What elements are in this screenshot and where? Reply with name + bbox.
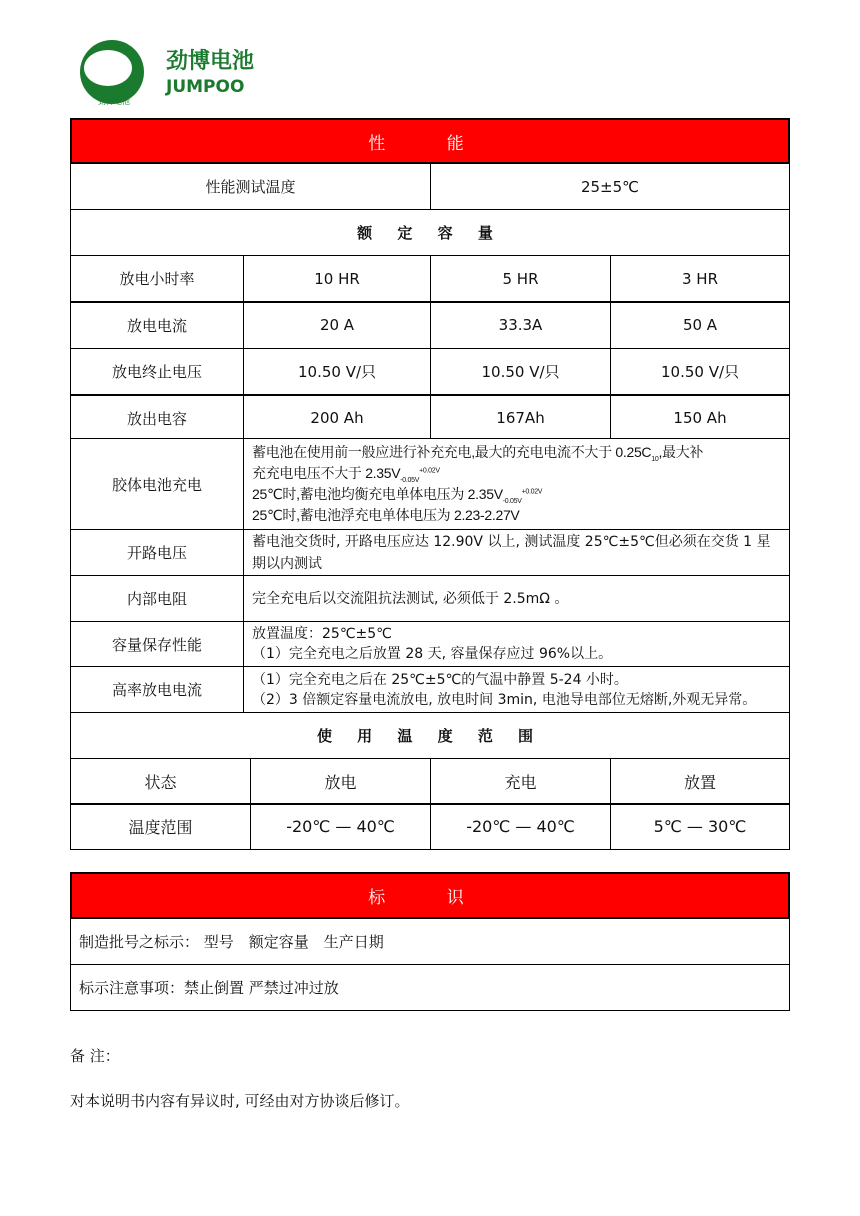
gel-line2-sup: +0.02V — [419, 467, 440, 475]
temp-range-cell: 温度范围 — [70, 804, 251, 850]
notes-label: 备 注： — [70, 1047, 120, 1065]
performance-header: 性 能 — [70, 118, 790, 164]
svg-text:劲博电池: 劲博电池 — [166, 49, 255, 74]
row-value: 33.3A — [430, 302, 611, 349]
gel-line4: 25℃时,蓄电池浮充电单体电压为 2.23-2.27V — [252, 507, 520, 523]
row-label: 放出电容 — [70, 395, 244, 442]
row-label: 放电终止电压 — [70, 348, 244, 395]
marking-line1: 制造批号之标示： 型号 额定容量 生产日期 — [70, 918, 790, 965]
rated-capacity-title: 额 定 容 量 — [70, 209, 790, 256]
temp-header-cell: 状态 — [70, 758, 251, 804]
gel-charge-label: 胶体电池充电 — [70, 438, 244, 530]
marking-line2: 标示注意事项：禁止倒置 严禁过冲过放 — [70, 964, 790, 1011]
temp-range-cell: 5℃ — 30℃ — [610, 804, 790, 850]
temp-range-title: 使 用 温 度 范 围 — [70, 712, 790, 759]
open-voltage-label: 开路电压 — [70, 529, 244, 576]
row-value: 10.50 V/只 — [243, 348, 431, 395]
gel-line1: 蓄电池在使用前一般应进行补充充电,最大的充电电流不大于 0.25C — [252, 444, 652, 460]
retention-line2: （1）完全充电之后放置 28 天, 容量保存应过 96%以上。 — [252, 646, 613, 662]
gel-line3-sub: -0.05V — [502, 497, 522, 505]
row-value: 3 HR — [610, 255, 790, 302]
company-logo — [78, 36, 278, 115]
temp-header-cell: 放电 — [250, 758, 431, 804]
row-value: 5 HR — [430, 255, 611, 302]
open-voltage-text: 蓄电池交货时, 开路电压应达 12.90V 以上, 测试温度 25℃±5℃但必须在交货 1 星期以内测试 — [243, 529, 790, 576]
capacity-retention-label: 容量保存性能 — [70, 621, 244, 667]
temp-header-cell: 充电 — [430, 758, 611, 804]
row-value: 10.50 V/只 — [430, 348, 611, 395]
gel-line3-sup: +0.02V — [521, 488, 543, 496]
temp-header-cell: 放置 — [610, 758, 790, 804]
high-rate-text — [243, 666, 790, 713]
gel-charge-text — [243, 438, 790, 530]
row-label: 放电电流 — [70, 302, 244, 349]
test-temp-label: 性能测试温度 — [70, 163, 431, 210]
gel-line1-end: ,最大补 — [658, 444, 704, 460]
row-label: 放电小时率 — [70, 255, 244, 302]
gel-line2: 充充电电压不大于 2.35V — [252, 465, 401, 481]
row-value: 150 Ah — [610, 395, 790, 442]
row-value: 200 Ah — [243, 395, 431, 442]
row-value: 10 HR — [243, 255, 431, 302]
notes-text: 对本说明书内容有异议时, 可经由对方协谈后修订。 — [70, 1092, 410, 1110]
gel-line1-sub: 10 — [651, 455, 659, 463]
row-value: 10.50 V/只 — [610, 348, 790, 395]
high-rate-line2: （2）3 倍额定容量电流放电, 放电时间 3min, 电池导电部位无熔断,外观无异常。 — [252, 691, 757, 708]
high-rate-line1: （1）完全充电之后在 25℃±5℃的气温中静置 5-24 小时。 — [252, 671, 628, 688]
svg-text:劲博电池: 劲博电池 — [98, 97, 130, 106]
internal-resistance-text: 完全充电后以交流阻抗法测试, 必须低于 2.5mΩ 。 — [243, 575, 790, 622]
high-rate-label: 高率放电电流 — [70, 666, 244, 713]
row-value: 50 A — [610, 302, 790, 349]
temp-range-cell: -20℃ — 40℃ — [430, 804, 611, 850]
row-value: 167Ah — [430, 395, 611, 442]
marking-header: 标 识 — [70, 872, 790, 919]
gel-line2-sub: -0.05V — [400, 476, 420, 484]
retention-line1: 放置温度：25℃±5℃ — [252, 626, 392, 642]
capacity-retention-text — [243, 621, 790, 667]
row-value: 20 A — [243, 302, 431, 349]
temp-range-cell: -20℃ — 40℃ — [250, 804, 431, 850]
gel-line3: 25℃时,蓄电池均衡充电单体电压为 2.35V — [252, 486, 503, 502]
svg-text:JUMPOO: JUMPOO — [166, 77, 245, 97]
internal-resistance-label: 内部电阻 — [70, 575, 244, 622]
test-temp-value: 25±5℃ — [430, 163, 790, 210]
